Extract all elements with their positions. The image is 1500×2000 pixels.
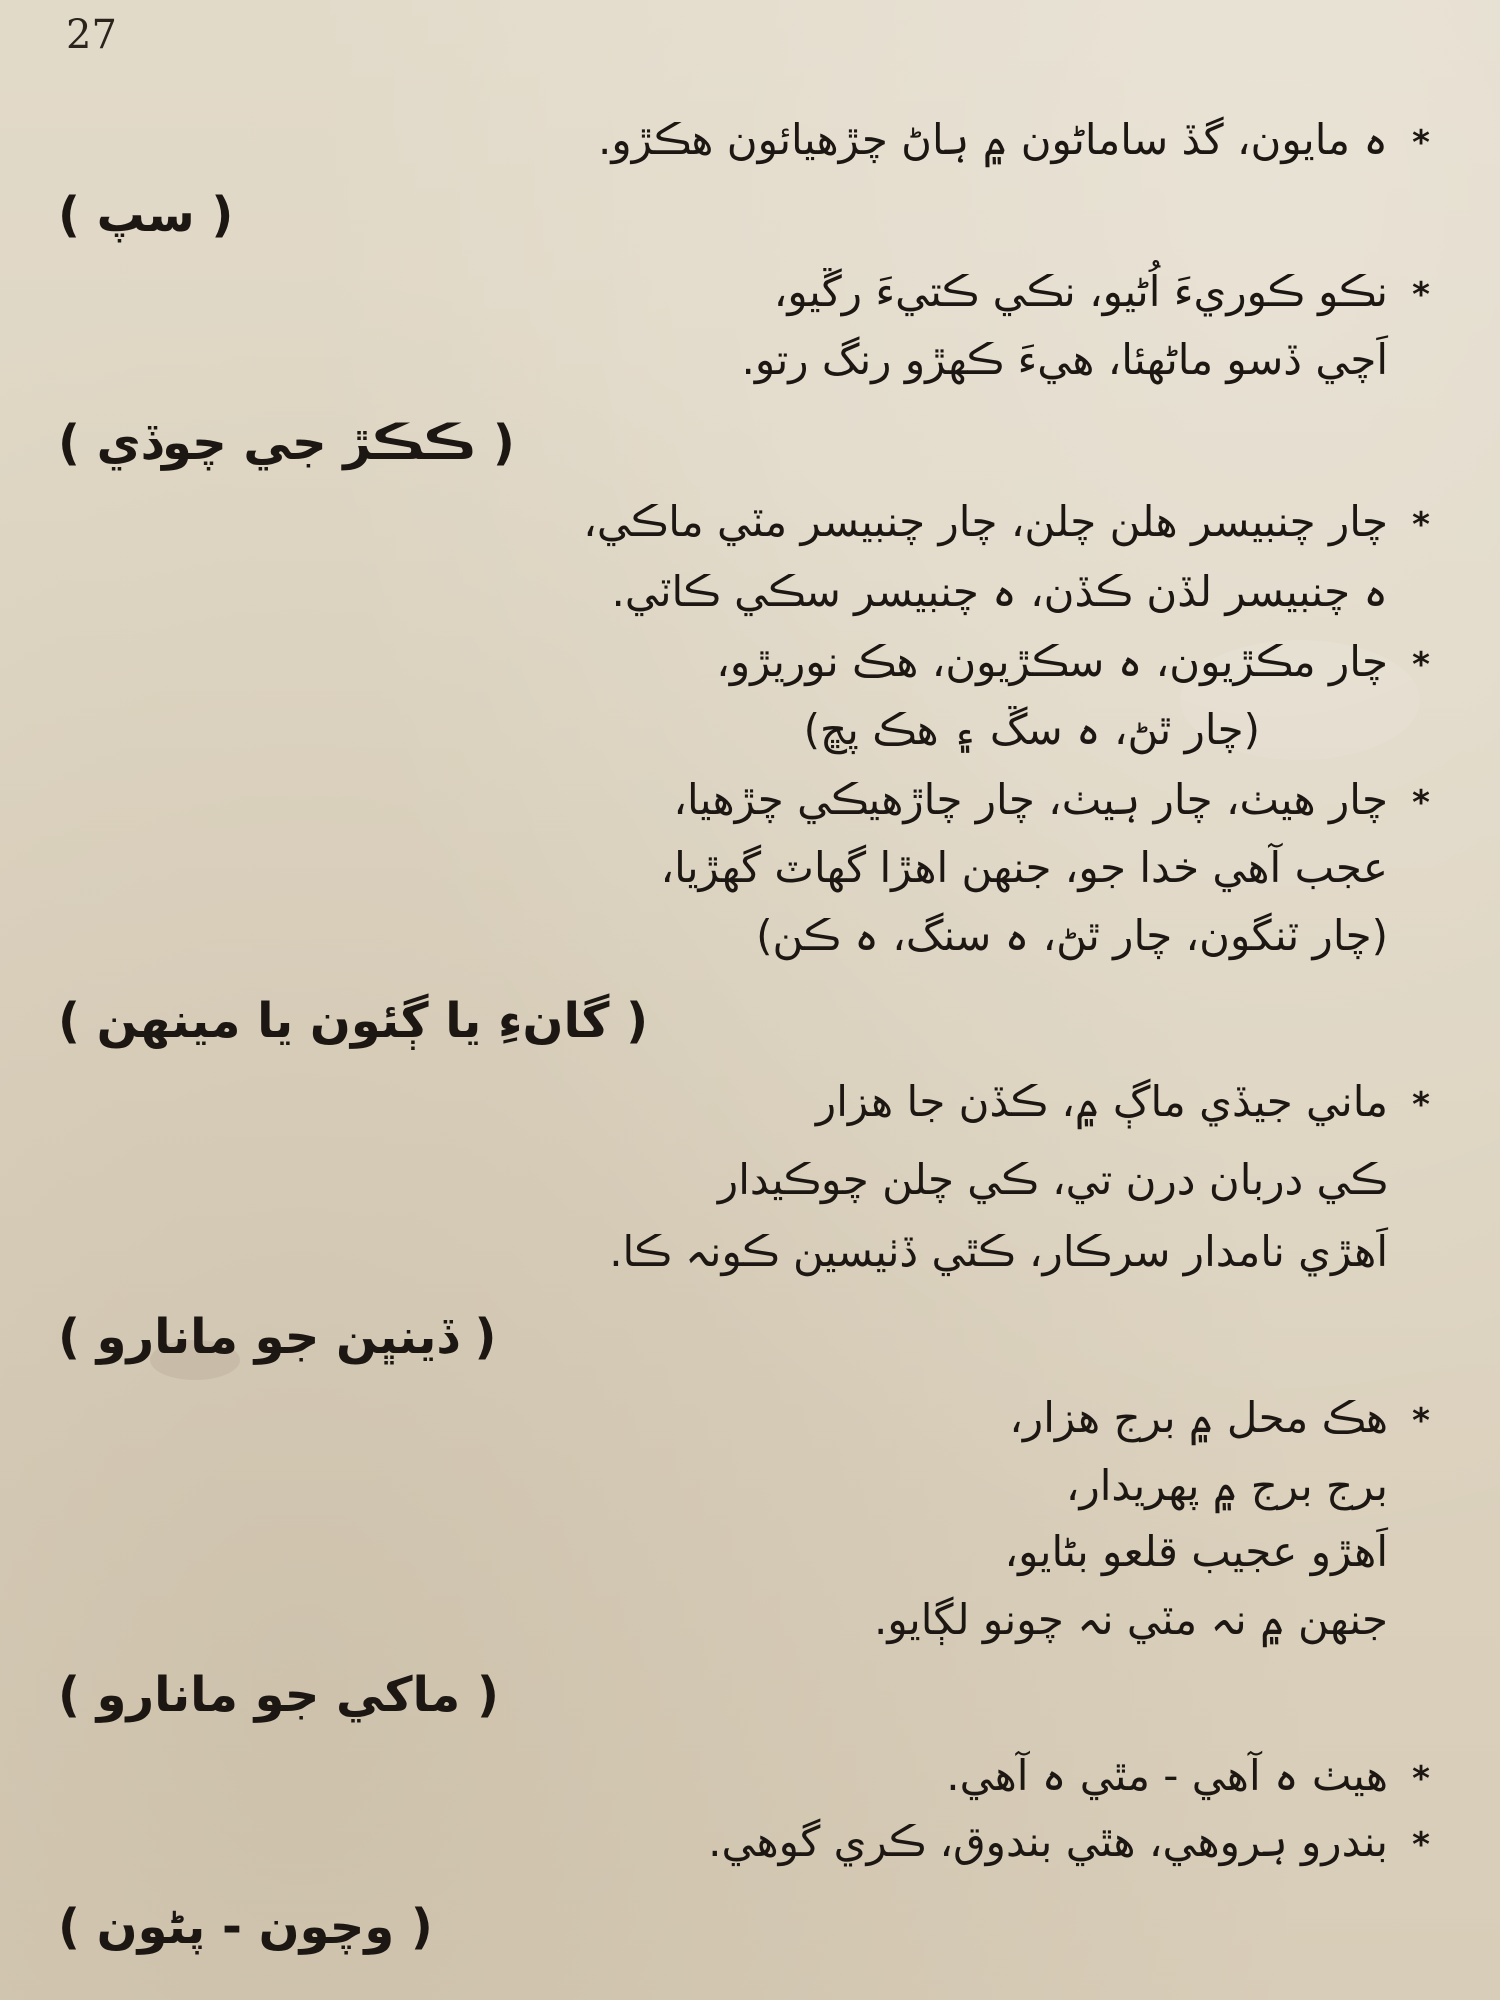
answer-text: ( سپ ) — [58, 187, 234, 243]
riddle-text: (چار ٽنگون، چار ٿڻ، ہ سنگ، ہ ڪن) — [756, 911, 1388, 960]
riddle-text: چار چنبيسر ھلن چلن، چار چنبيسر مٽي ماڪي، — [583, 497, 1388, 546]
bullet-star: * — [1412, 645, 1430, 685]
riddle-text: ڪي دربان درن تي، ڪي چلن چوڪيدار — [717, 1155, 1388, 1204]
answer-text: ( ماکي جو مانارو ) — [58, 1667, 499, 1723]
riddle-line — [50, 262, 1440, 325]
riddle-line — [50, 1388, 1440, 1451]
answer-text: ( وچون - پڻون ) — [58, 1899, 433, 1955]
riddle-line — [50, 1590, 1440, 1650]
riddle-text: ہ مايون، گڏ ساماڻون ۾ ہاڻ چڙھيائون ھڪڙو. — [598, 115, 1388, 164]
riddle-line — [50, 1522, 1440, 1582]
bullet-star: * — [1412, 123, 1430, 163]
riddle-answer — [58, 986, 1058, 1056]
bullet-star: * — [1412, 1825, 1430, 1865]
answer-text: ( ڪڪڙ جي چوڏي ) — [58, 415, 515, 471]
page-number: 27 — [66, 12, 117, 58]
riddle-line — [50, 770, 1440, 833]
riddle-text: ہ چنبيسر لڏن ڪڏن، ہ چنبيسر سڪي ڪاٽي. — [611, 567, 1388, 616]
riddle-text: اَھڙي نامدار سرڪار، ڪٿي ڏٺيسين ڪونہ ڪا. — [609, 1227, 1388, 1276]
riddle-line — [50, 1746, 1440, 1809]
riddle-answer — [58, 1302, 1058, 1372]
riddle-line — [50, 1222, 1440, 1282]
riddle-text: (چار ٿڻ، ہ سڱ ۽ ھڪ پڇ) — [803, 705, 1260, 754]
bullet-star: * — [1412, 1085, 1430, 1125]
riddle-text: جنھن ۾ نہ مٽي نہ چونو لڳايو. — [873, 1595, 1388, 1644]
riddle-text: ھيٺ ہ آھي - مٿي ہ آھي. — [946, 1751, 1388, 1800]
riddle-line — [50, 906, 1440, 966]
riddle-line — [50, 632, 1440, 695]
riddle-text: اَھڙو عجيب قلعو بڻايو، — [1004, 1527, 1388, 1576]
bullet-star: * — [1412, 783, 1430, 823]
riddle-text: چار ھيٺ، چار ہيٺ، چار چاڙھيڪي چڙھيا، — [673, 775, 1388, 824]
riddle-answer — [58, 1660, 1058, 1730]
answer-text: ( ڏينڀن جو مانارو ) — [58, 1309, 497, 1365]
riddle-line — [50, 110, 1440, 173]
riddle-answer — [58, 408, 1058, 478]
riddle-line — [50, 1456, 1440, 1516]
riddle-line — [50, 562, 1440, 622]
riddle-text: چار مڪڙيون، ہ سڪڙيون، ھڪ نوريڙو، — [716, 637, 1388, 686]
riddle-line — [50, 1072, 1440, 1135]
riddle-answer — [58, 1892, 1058, 1962]
riddle-line — [50, 1812, 1440, 1875]
riddle-line — [50, 330, 1440, 390]
riddle-line — [50, 838, 1440, 898]
riddle-answer — [58, 180, 1058, 250]
bullet-star: * — [1412, 1401, 1430, 1441]
riddle-text: عجب آھي خدا جو، جنھن اھڙا گھاٽ گھڙيا، — [660, 843, 1388, 892]
bullet-star: * — [1412, 1759, 1430, 1799]
riddle-text: ھڪ محل ۾ برج ھزار، — [1009, 1393, 1388, 1442]
riddle-line — [50, 1150, 1440, 1210]
riddle-text: بندرو ہروھي، ھٿي بندوق، ڪري گوھي. — [708, 1817, 1388, 1866]
riddle-text: نڪو ڪوريءَ اُڻيو، نڪي ڪتيءَ رڱيو، — [773, 267, 1388, 316]
answer-text: ( گانءِ يا ڳئون يا مينھن ) — [58, 993, 649, 1049]
bullet-star: * — [1412, 275, 1430, 315]
riddle-line — [50, 492, 1440, 555]
riddle-text: ماني جيڏي ماڳ ۾، ڪڏن جا ھزار — [815, 1077, 1388, 1126]
riddle-line — [50, 700, 1440, 760]
bullet-star: * — [1412, 505, 1430, 545]
riddle-text: اَچي ڏسو ماڻھئا، ھيءَ ڪھڙو رنگ رتو. — [741, 335, 1388, 384]
riddle-text: برج برج ۾ پھريدار، — [1065, 1461, 1388, 1510]
